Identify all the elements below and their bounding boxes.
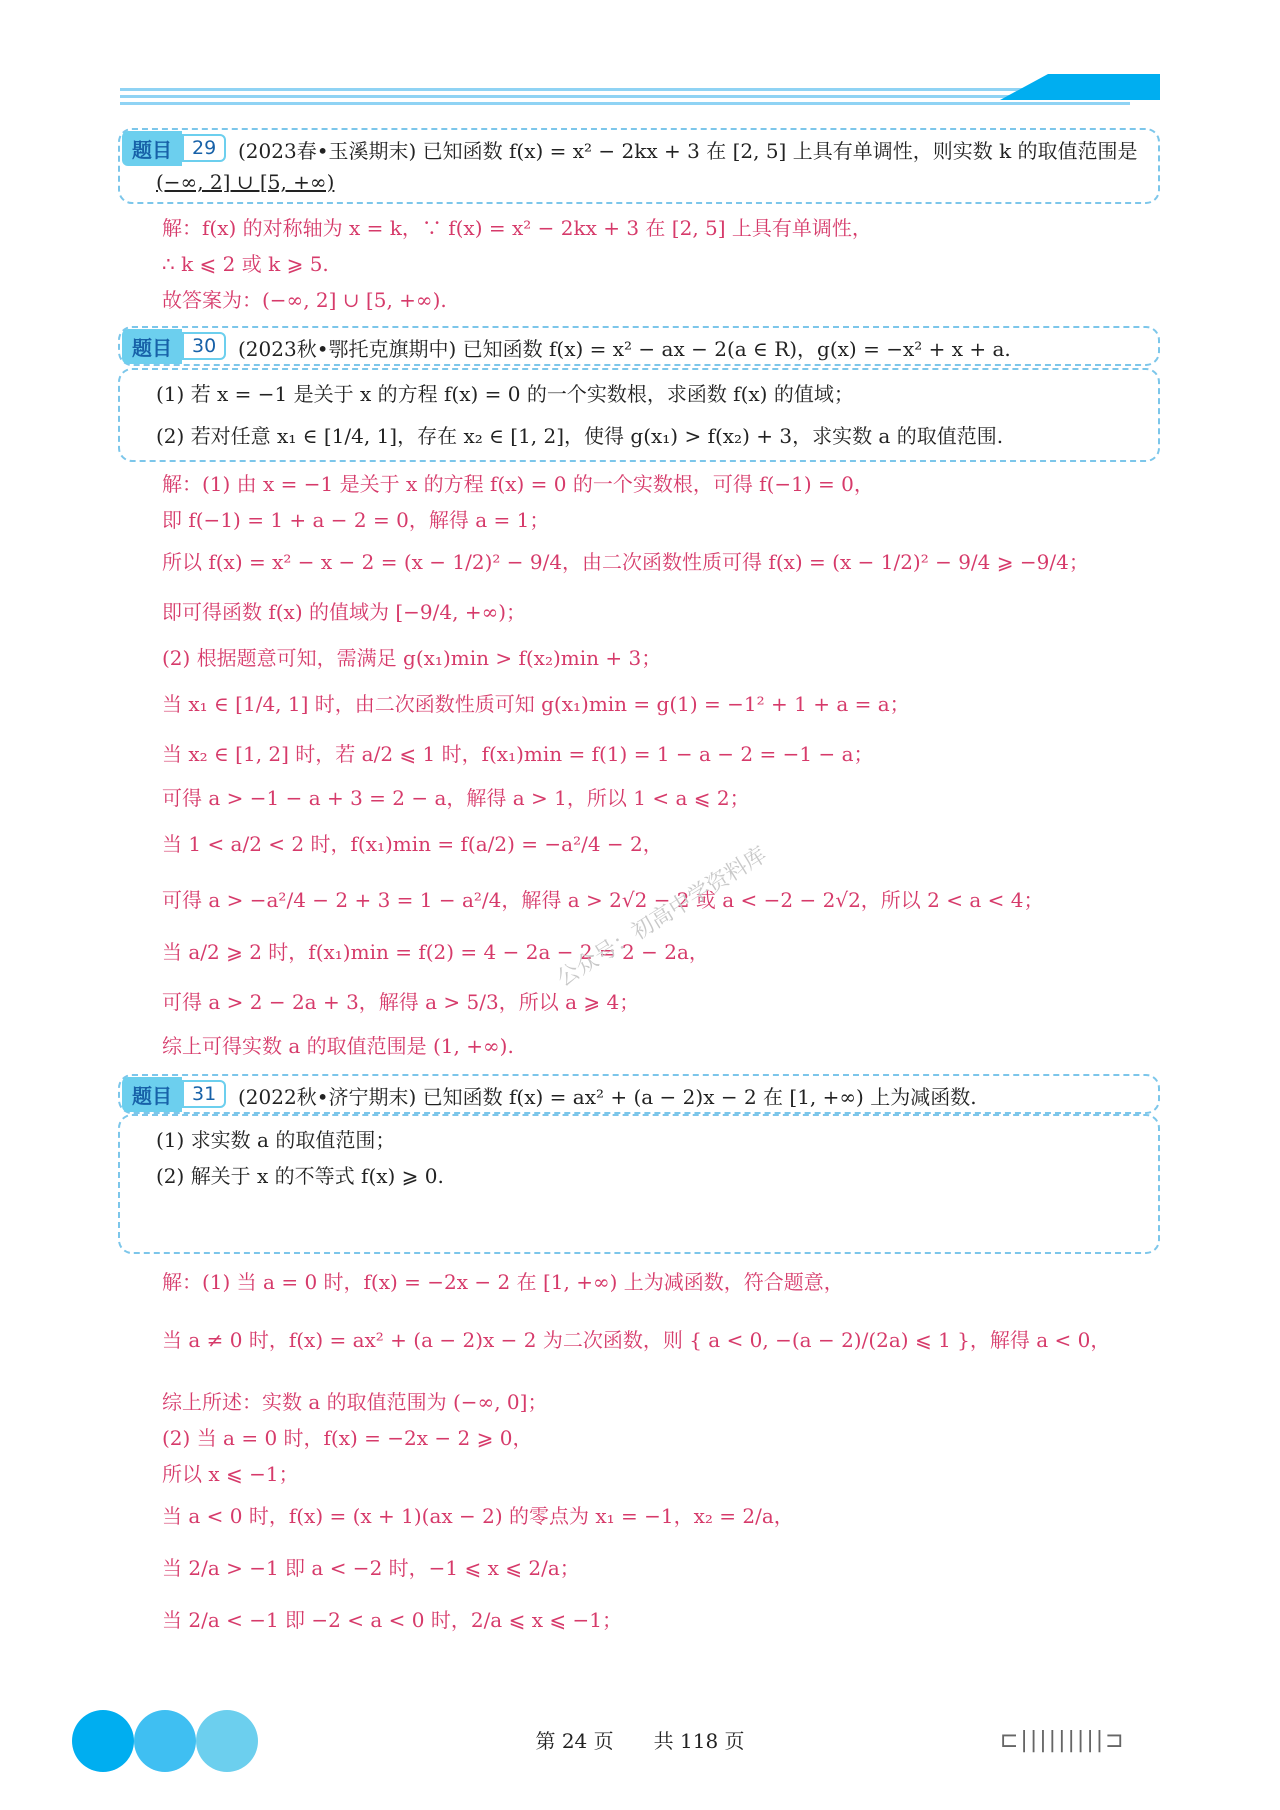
solution-line: (2) 根据题意可知，需满足 g(x₁)min > f(x₂)min + 3； <box>162 646 662 670</box>
question-part: (1) 若 x = −1 是关于 x 的方程 f(x) = 0 的一个实数根，求函数 f(x) 的值域； <box>156 382 854 406</box>
page-number: 第 24 页 共 118 页 <box>535 1729 745 1753</box>
header-line <box>120 88 1130 91</box>
question-part: (2) 若对任意 x₁ ∈ [1/4, 1]，存在 x₂ ∈ [1, 2]，使得 g(x₁) > f(x₂) + 3，求实数 a 的取值范围. <box>156 424 1004 448</box>
solution-line: 当 2/a < −1 即 −2 < a < 0 时，2/a ⩽ x ⩽ −1； <box>162 1608 622 1632</box>
question-part: (1) 求实数 a 的取值范围； <box>156 1128 396 1152</box>
solution-line: 当 2/a > −1 即 a < −2 时，−1 ⩽ x ⩽ 2/a； <box>162 1556 580 1580</box>
question-label: 题目 <box>122 1077 182 1112</box>
header-line <box>120 102 1130 105</box>
solution-line: 故答案为：(−∞, 2] ∪ [5, +∞). <box>162 288 447 312</box>
solution-line: 解：(1) 由 x = −1 是关于 x 的方程 f(x) = 0 的一个实数根，可得 f(−1) = 0， <box>162 472 874 496</box>
question-31-parts-box <box>118 1114 1160 1254</box>
question-30-parts-box <box>118 368 1160 462</box>
question-31-header <box>118 1074 1160 1114</box>
solution-line: ∴ k ⩽ 2 或 k ⩾ 5. <box>162 252 329 276</box>
solution-line: 解：(1) 当 a = 0 时，f(x) = −2x − 2 在 [1, +∞) 上为减函数，符合题意， <box>162 1270 844 1294</box>
solution-line: 综上所述：实数 a 的取值范围为 (−∞, 0]； <box>162 1390 548 1414</box>
solution-line: 即 f(−1) = 1 + a − 2 = 0，解得 a = 1； <box>162 508 550 532</box>
solution-line: 解：f(x) 的对称轴为 x = k，∵ f(x) = x² − 2kx + 3 在 [2, 5] 上具有单调性， <box>162 216 872 240</box>
solution-line: 当 a/2 ⩾ 2 时，f(x₁)min = f(2) = 4 − 2a − 2 = 2 − 2a， <box>162 940 709 964</box>
solution-line: 综上可得实数 a 的取值范围是 (1, +∞). <box>162 1034 514 1058</box>
question-badge <box>122 1077 226 1111</box>
solution-line: 当 1 < a/2 < 2 时，f(x₁)min = f(a/2) = −a²/4 − 2， <box>162 832 663 856</box>
brand-logo: ⊏|||||||||⊐ <box>1000 1728 1126 1753</box>
question-number: 31 <box>182 1080 226 1108</box>
header-line <box>120 95 1130 98</box>
solution-line: 当 x₁ ∈ [1/4, 1] 时，由二次函数性质可知 g(x₁)min = g(1) = −1² + 1 + a = a； <box>162 692 910 716</box>
answer-text: (−∞, 2] ∪ [5, +∞) <box>156 170 335 194</box>
solution-line: 所以 x ⩽ −1； <box>162 1462 299 1486</box>
question-label: 题目 <box>122 329 182 364</box>
header-tab <box>1000 74 1160 100</box>
solution-line: 当 a < 0 时，f(x) = (x + 1)(ax − 2) 的零点为 x₁ = −1，x₂ = 2/a， <box>162 1504 794 1528</box>
question-label: 题目 <box>122 131 182 166</box>
question-text: (2023秋•鄂托克旗期中) 已知函数 f(x) = x² − ax − 2(a ∈ R)，g(x) = −x² + x + a. <box>238 337 1011 361</box>
solution-line: 可得 a > −1 − a + 3 = 2 − a，解得 a > 1，所以 1 < a ⩽ 2； <box>162 786 750 810</box>
solution-line: 当 a ≠ 0 时，f(x) = ax² + (a − 2)x − 2 为二次函数，则 { a < 0, −(a − 2)/(2a) ⩽ 1 }，解得 a < 0， <box>162 1328 1111 1352</box>
question-30-header <box>118 326 1160 366</box>
solution-line: 当 x₂ ∈ [1, 2] 时，若 a/2 ⩽ 1 时，f(x₁)min = f(1) = 1 − a − 2 = −1 − a； <box>162 742 874 766</box>
solution-line: 所以 f(x) = x² − x − 2 = (x − 1/2)² − 9/4，由二次函数性质可得 f(x) = (x − 1/2)² − 9/4 ⩾ −9/4； <box>162 550 1089 574</box>
question-text: (2023春•玉溪期末) 已知函数 f(x) = x² − 2kx + 3 在 [2, 5] 上具有单调性，则实数 k 的取值范围是 <box>238 139 1138 163</box>
question-part: (2) 解关于 x 的不等式 f(x) ⩾ 0. <box>156 1164 444 1188</box>
question-badge <box>122 329 226 363</box>
question-text: (2022秋•济宁期末) 已知函数 f(x) = ax² + (a − 2)x − 2 在 [1, +∞) 上为减函数. <box>238 1085 977 1109</box>
solution-line: 可得 a > −a²/4 − 2 + 3 = 1 − a²/4，解得 a > 2√2 − 2 或 a < −2 − 2√2，所以 2 < a < 4； <box>162 888 1044 912</box>
question-badge <box>122 131 226 165</box>
question-29-box <box>118 128 1160 204</box>
header-decoration <box>120 74 1160 108</box>
solution-line: 即可得函数 f(x) 的值域为 [−9/4, +∞)； <box>162 600 527 624</box>
question-number: 30 <box>182 332 226 360</box>
question-number: 29 <box>182 134 226 162</box>
solution-line: 可得 a > 2 − 2a + 3，解得 a > 5/3，所以 a ⩾ 4； <box>162 990 640 1014</box>
solution-line: (2) 当 a = 0 时，f(x) = −2x − 2 ⩾ 0， <box>162 1426 533 1450</box>
watermark: 公众号：初高中学资料库 <box>552 842 772 992</box>
